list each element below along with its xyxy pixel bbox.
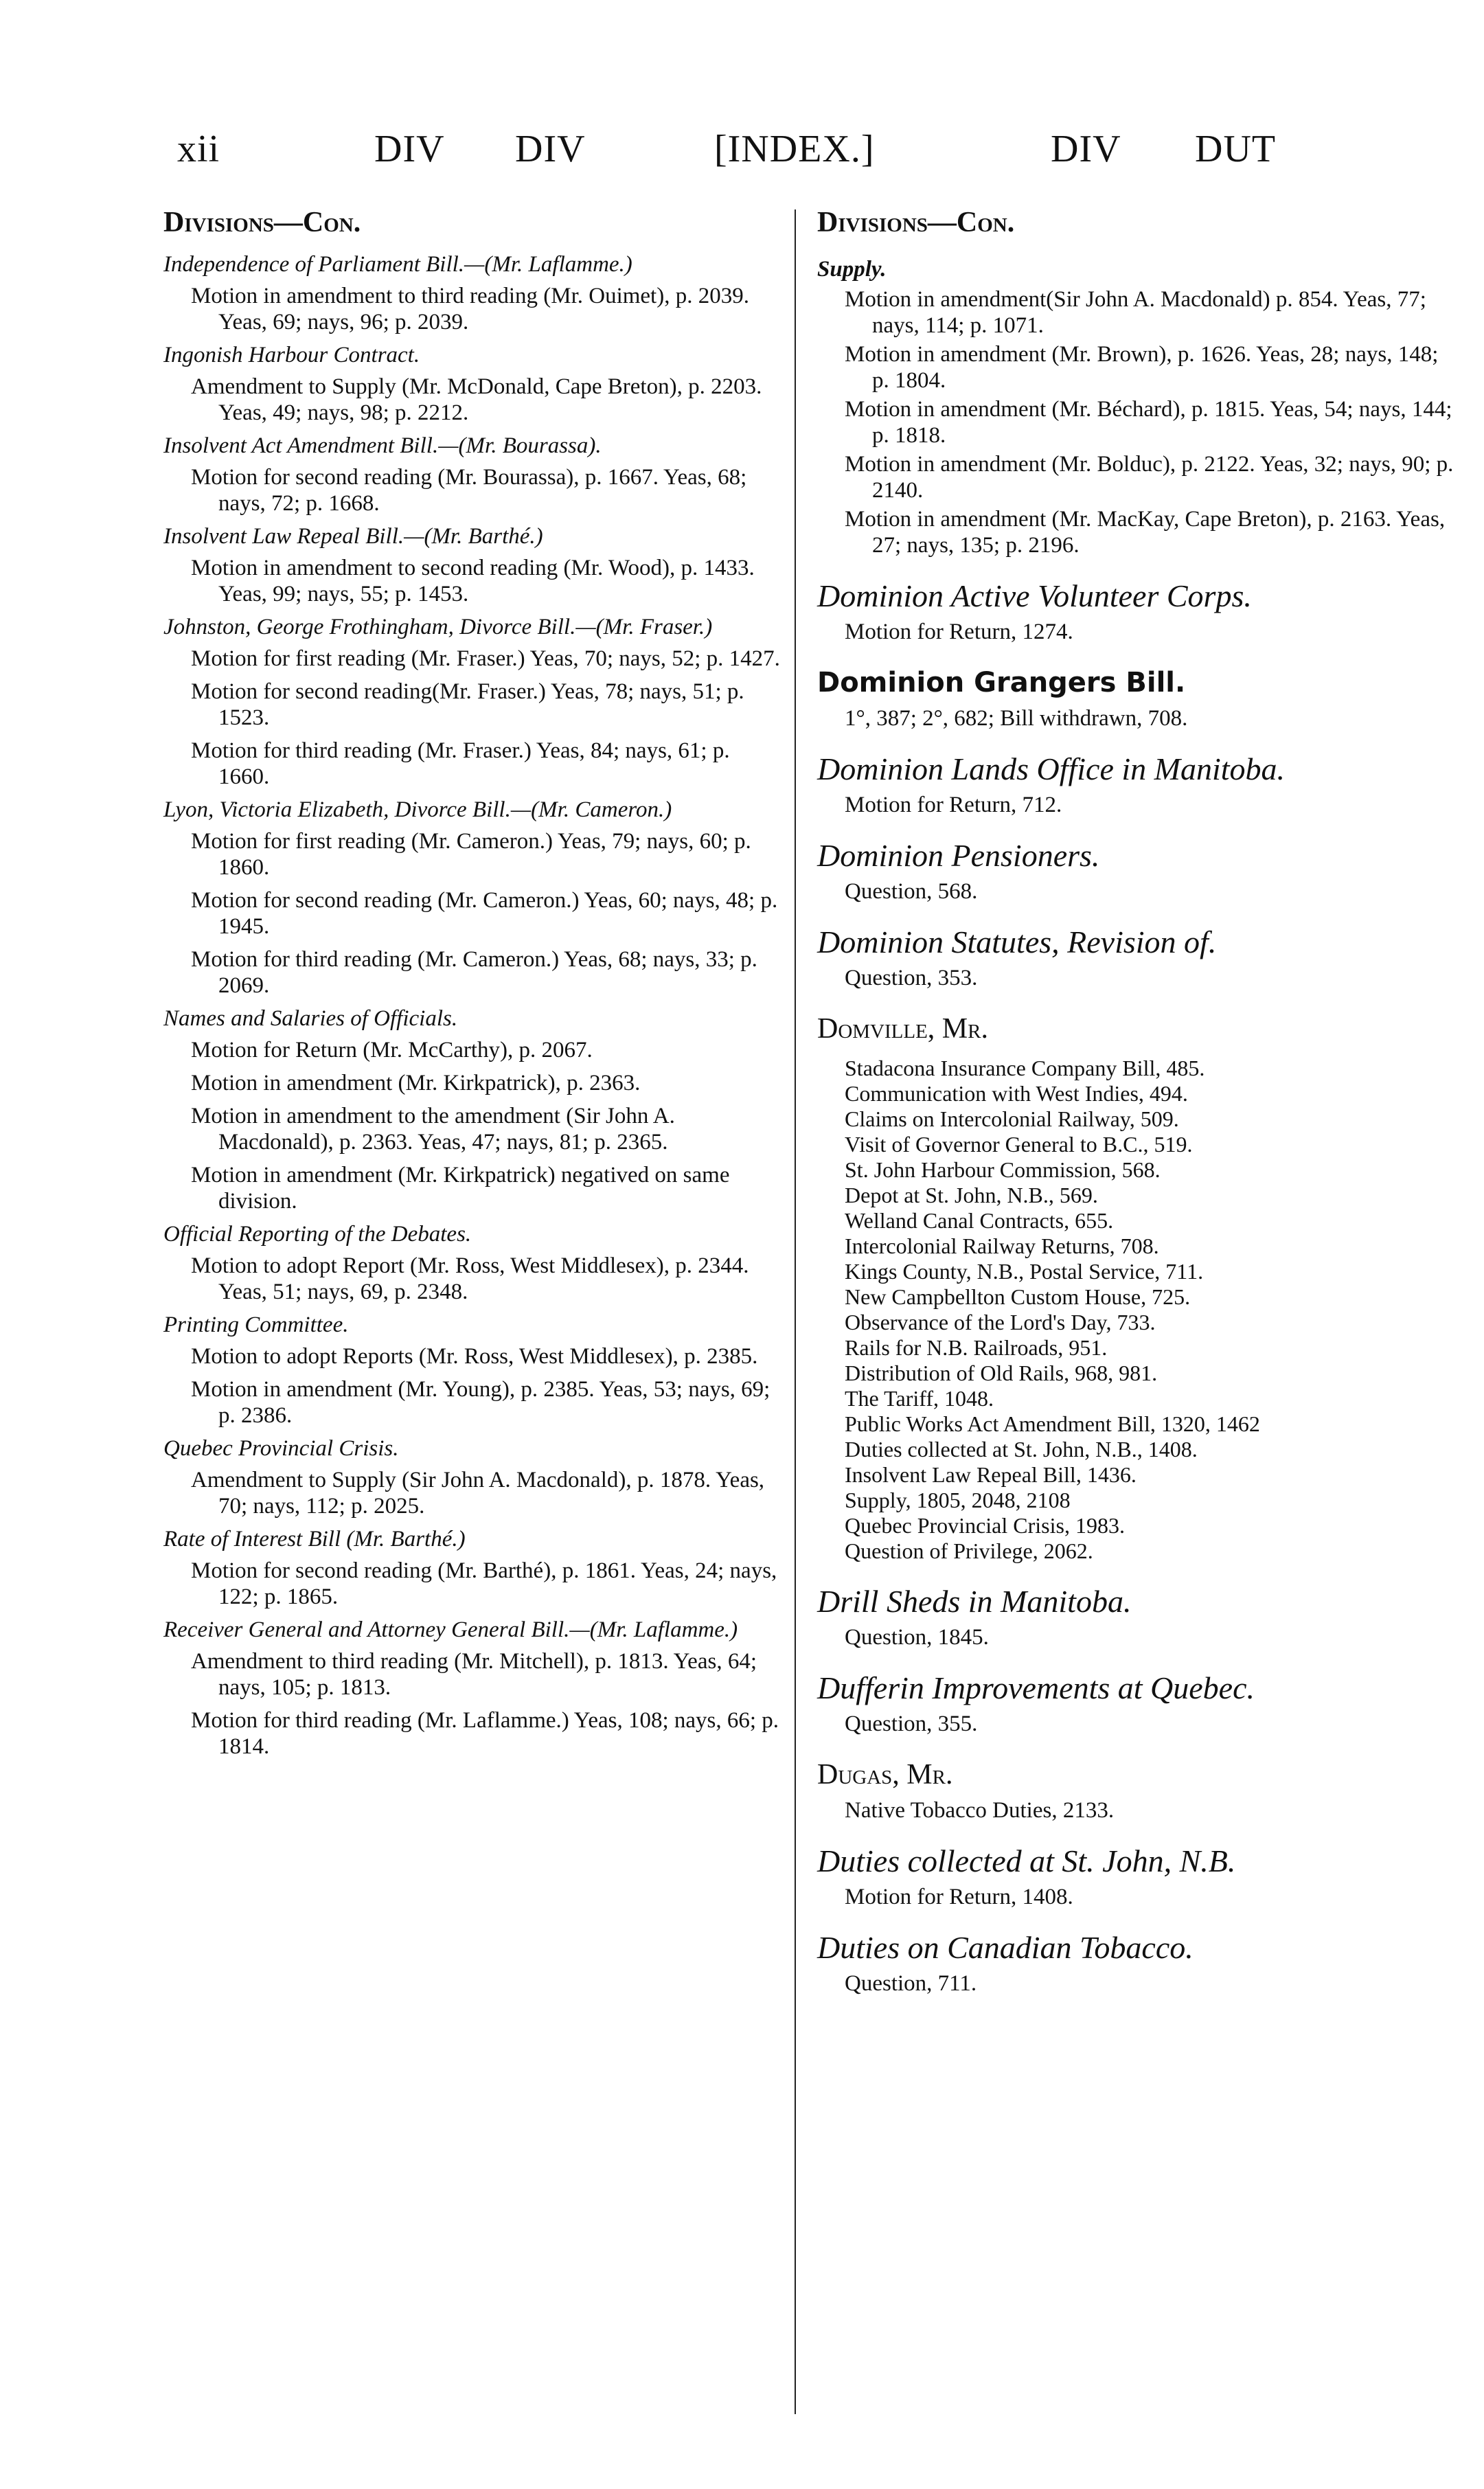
left-column [163, 206, 781, 1766]
division-entry: Amendment to third reading (Mr. Mitchell), p. 1813. Yeas, 64; nays, 105; p. 1813. [191, 1649, 757, 1700]
topic-entry: Question, 711. [845, 1971, 977, 1996]
division-entry: Motion in amendment (Mr. Kirkpatrick), p. 2363. [191, 1071, 641, 1095]
topic-heading: Quebec Provincial Crisis. [163, 1436, 399, 1461]
topic-heading: Dominion Pensioners. [817, 838, 1100, 873]
page-number: xii [177, 128, 220, 170]
list-item: Distribution of Old Rails, 968, 981. [845, 1361, 1158, 1385]
running-header [0, 127, 1484, 182]
section-heading: Divisions—Con. [163, 207, 361, 238]
division-entry: Motion for first reading (Mr. Fraser.) Yeas, 70; nays, 52; p. 1427. [191, 646, 780, 671]
topic-entry: Question, 355. [845, 1712, 978, 1736]
topic-heading: Ingonish Harbour Contract. [163, 343, 420, 367]
topic-heading: Printing Committee. [163, 1312, 349, 1337]
list-item: The Tariff, 1048. [845, 1386, 994, 1411]
topic-heading: Names and Salaries of Officials. [163, 1006, 458, 1031]
list-item: Kings County, N.B., Postal Service, 711. [845, 1259, 1204, 1284]
header-title: [INDEX.] [714, 128, 875, 170]
topic-entry: Motion for Return, 1274. [845, 620, 1073, 644]
topic-heading: Insolvent Law Repeal Bill.—(Mr. Barthé.) [163, 524, 543, 549]
list-item: Insolvent Law Repeal Bill, 1436. [845, 1462, 1137, 1487]
division-entry: Amendment to Supply (Mr. McDonald, Cape Breton), p. 2203. Yeas, 49; nays, 98; p. 2212. [191, 374, 762, 425]
division-entry: Motion for first reading (Mr. Cameron.) Yeas, 79; nays, 60; p. 1860. [191, 829, 751, 880]
division-entry: Motion in amendment (Mr. Kirkpatrick) negatived on same division. [191, 1163, 730, 1214]
list-item: Quebec Provincial Crisis, 1983. [845, 1513, 1125, 1538]
division-entry: Motion for second reading (Mr. Barthé), p. 1861. Yeas, 24; nays, 122; p. 1865. [191, 1558, 777, 1609]
domville-entries [817, 1056, 1456, 1564]
topic-heading: Drill Sheds in Manitoba. [817, 1584, 1132, 1619]
list-item: New Campbellton Custom House, 725. [845, 1284, 1191, 1309]
supply-entry: Motion in amendment (Mr. Béchard), p. 1815. Yeas, 54; nays, 144; p. 1818. [845, 397, 1452, 448]
division-entry: Motion for Return (Mr. McCarthy), p. 2067. [191, 1038, 593, 1062]
header-key-2: DIV [515, 128, 586, 170]
topic-entry: 1°, 387; 2°, 682; Bill withdrawn, 708. [845, 706, 1188, 731]
division-entry: Motion in amendment to second reading (Mr. Wood), p. 1433. Yeas, 99; nays, 55; p. 1453. [191, 556, 755, 606]
topic-heading: Receiver General and Attorney General Bill.—(Mr. Laflamme.) [163, 1617, 738, 1642]
list-item: Visit of Governor General to B.C., 519. [845, 1132, 1193, 1157]
topic-entry: Question, 1845. [845, 1625, 989, 1650]
topic-entry: Question, 353. [845, 966, 978, 990]
supply-entry: Motion in amendment (Mr. Bolduc), p. 2122. Yeas, 32; nays, 90; p. 2140. [845, 452, 1454, 503]
topic-heading: Dufferin Improvements at Quebec. [817, 1670, 1255, 1705]
topic-heading: Dominion Lands Office in Manitoba. [817, 751, 1286, 786]
division-entry: Motion in amendment to third reading (Mr. Ouimet), p. 2039. Yeas, 69; nays, 96; p. 2039. [191, 284, 749, 334]
header-key-3: DIV [1051, 128, 1121, 170]
section-heading: Divisions—Con. [817, 207, 1015, 238]
topic-entry: Question, 568. [845, 879, 978, 904]
topic-heading: Domville, Mr. [817, 1013, 988, 1045]
supply-entries [817, 286, 1456, 558]
topic-heading: Lyon, Victoria Elizabeth, Divorce Bill.—(Mr. Cameron.) [163, 797, 672, 822]
list-item: Supply, 1805, 2048, 2108 [845, 1488, 1071, 1512]
header-key-4: DUT [1195, 128, 1277, 170]
list-item: Observance of the Lord's Day, 733. [845, 1310, 1156, 1334]
division-entry: Motion for second reading (Mr. Bourassa), p. 1667. Yeas, 68; nays, 72; p. 1668. [191, 465, 747, 516]
list-item: St. John Harbour Commission, 568. [845, 1157, 1161, 1182]
division-entry: Motion in amendment to the amendment (Sir John A. Macdonald), p. 2363. Yeas, 47; nays, 81; p. 2365. [191, 1104, 675, 1155]
topic-heading: Dominion Statutes, Revision of. [817, 924, 1217, 959]
list-item: Public Works Act Amendment Bill, 1320, 1462 [845, 1411, 1260, 1436]
supply-entry: Motion in amendment (Mr. Brown), p. 1626. Yeas, 28; nays, 148; p. 1804. [845, 342, 1439, 393]
topic-entry: Motion for Return, 712. [845, 793, 1062, 817]
list-item: Duties collected at St. John, N.B., 1408. [845, 1437, 1198, 1462]
topic-heading: Duties on Canadian Tobacco. [817, 1930, 1194, 1965]
topic-heading: Independence of Parliament Bill.—(Mr. Laflamme.) [163, 252, 632, 277]
topic-entry: Motion for Return, 1408. [845, 1885, 1073, 1909]
division-entry: Motion for second reading (Mr. Cameron.) Yeas, 60; nays, 48; p. 1945. [191, 888, 778, 939]
list-item: Welland Canal Contracts, 655. [845, 1208, 1114, 1233]
division-entry: Amendment to Supply (Sir John A. Macdonald), p. 1878. Yeas, 70; nays, 112; p. 2025. [191, 1468, 765, 1519]
list-item: Stadacona Insurance Company Bill, 485. [845, 1056, 1205, 1080]
list-item: Communication with West Indies, 494. [845, 1081, 1188, 1106]
topic-heading: Dominion Grangers Bill. [817, 667, 1186, 698]
division-entry: Motion to adopt Report (Mr. Ross, West Middlesex), p. 2344. Yeas, 51; nays, 69, p. 2348. [191, 1253, 749, 1304]
list-item: Intercolonial Railway Returns, 708. [845, 1234, 1159, 1258]
division-entry: Motion for third reading (Mr. Cameron.) Yeas, 68; nays, 33; p. 2069. [191, 947, 757, 998]
supply-entry: Motion in amendment (Mr. MacKay, Cape Breton), p. 2163. Yeas, 27; nays, 135; p. 2196. [845, 507, 1446, 558]
topic-heading: Dugas, Mr. [817, 1759, 953, 1791]
topic-entry: Native Tobacco Duties, 2133. [845, 1798, 1115, 1823]
division-entry: Motion in amendment (Mr. Young), p. 2385. Yeas, 53; nays, 69; p. 2386. [191, 1377, 770, 1428]
division-entry: Motion for third reading (Mr. Laflamme.) Yeas, 108; nays, 66; p. 1814. [191, 1708, 779, 1759]
topic-heading: Insolvent Act Amendment Bill.—(Mr. Bourassa). [163, 433, 602, 458]
left-groups [163, 251, 781, 1760]
supply-topic: Supply. [817, 257, 887, 282]
topic-heading: Johnston, George Frothingham, Divorce Bill.—(Mr. Fraser.) [163, 615, 713, 639]
list-item: Depot at St. John, N.B., 569. [845, 1183, 1098, 1207]
list-item: Rails for N.B. Railroads, 951. [845, 1335, 1108, 1360]
right-column [817, 206, 1456, 1999]
topic-heading: Dominion Active Volunteer Corps. [817, 578, 1252, 613]
division-entry: Motion for second reading(Mr. Fraser.) Yeas, 78; nays, 51; p. 1523. [191, 679, 744, 730]
topic-heading: Rate of Interest Bill (Mr. Barthé.) [163, 1527, 466, 1552]
column-divider [795, 209, 796, 2414]
list-item: Question of Privilege, 2062. [845, 1538, 1093, 1563]
division-entry: Motion to adopt Reports (Mr. Ross, West Middlesex), p. 2385. [191, 1344, 758, 1369]
division-entry: Motion for third reading (Mr. Fraser.) Yeas, 84; nays, 61; p. 1660. [191, 738, 730, 789]
topic-heading: Duties collected at St. John, N.B. [817, 1843, 1236, 1878]
header-key-1: DIV [374, 128, 445, 170]
supply-entry: Motion in amendment(Sir John A. Macdonald) p. 854. Yeas, 77; nays, 114; p. 1071. [845, 287, 1426, 338]
topic-heading: Official Reporting of the Debates. [163, 1222, 472, 1247]
list-item: Claims on Intercolonial Railway, 509. [845, 1106, 1179, 1131]
